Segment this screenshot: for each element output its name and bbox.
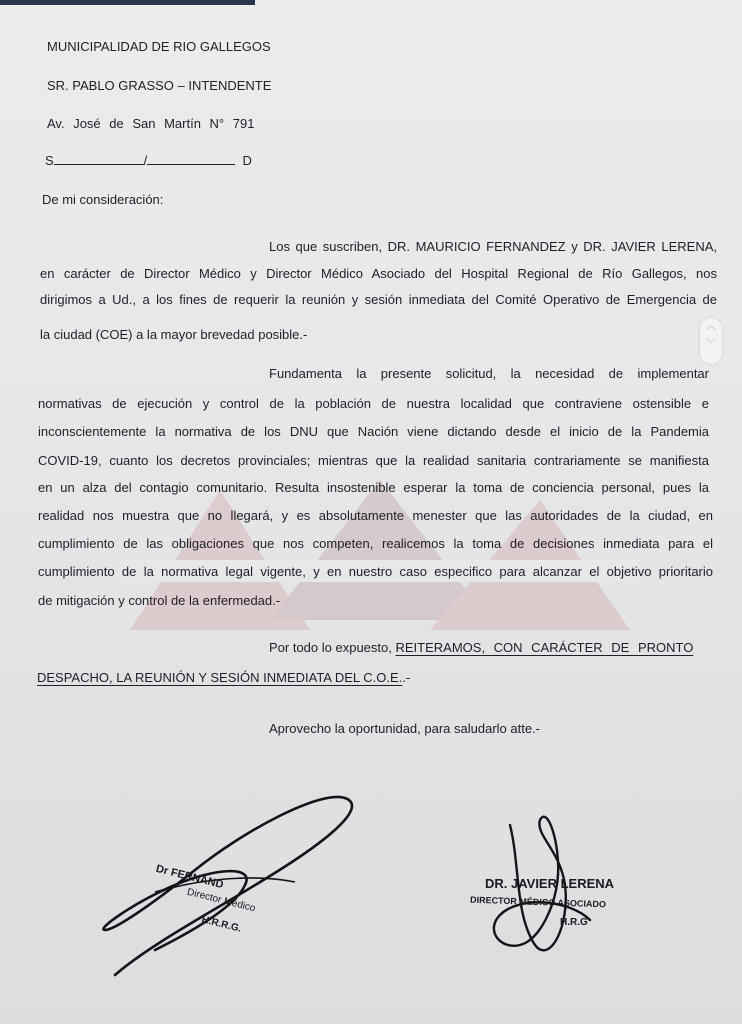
closing-line: Aprovecho la oportunidad, para saludarlo atte.- [269, 721, 541, 736]
sd-separator: / [143, 153, 148, 168]
paragraph2-line: cumplimiento de las obligaciones que nos competen, realicemos la toma de decisiones inmediata para el [38, 536, 713, 551]
paragraph3-end: .- [402, 670, 411, 685]
recipient-address: Av. José de San Martín N° 791 [47, 116, 255, 131]
salutation: De mi consideración: [42, 192, 164, 207]
paragraph3-line1 [269, 640, 693, 656]
paragraph2-line: COVID-19, cuanto los decretos provinciales; mientras que la realidad sanitaria contrariamente se manifiesta [38, 453, 709, 468]
recipient-sd-line [45, 153, 252, 169]
recipient-institution: MUNICIPALIDAD DE RIO GALLEGOS [47, 39, 271, 54]
signature-left-stamp-1: Dr FERNAND [154, 862, 225, 892]
paragraph2-line: normativas de ejecución y control de la población de nuestra localidad que contraviene ostensible e [38, 396, 709, 411]
paragraph3-emphasis-2: DESPACHO, LA REUNIÓN Y SESIÓN INMEDIATA DEL C.O.E. [37, 670, 403, 685]
chevron-down-icon[interactable]: ﹀ [706, 339, 716, 350]
scroll-control[interactable] [700, 318, 722, 364]
signature-right-stamp-2: DIRECTOR MÉDICO ASOCIADO [469, 894, 607, 910]
signature-right-stamp-3: H.R.G [560, 917, 588, 928]
paragraph2-line: inconscientemente la normativa de los DNU que Nación viene dictando desde el inicio de la Pandemia [38, 424, 709, 439]
blank-line [54, 164, 144, 165]
paragraph1-line: dirigimos a Ud., a los fines de requerir la reunión y sesión inmediata del Comité Operativo de Emergencia de [40, 292, 717, 307]
paragraph2-line: cumplimiento de la normativa legal vigente, y en nuestro caso especifico para alcanzar el objetivo prioritario [38, 564, 713, 579]
chevron-up-icon[interactable]: ︿ [706, 321, 716, 332]
signature-left-scribble [95, 790, 365, 990]
signature-right-stamp-1: DR. JAVIER LERENA [485, 876, 615, 891]
paragraph2-line: de mitigación y control de la enfermedad.- [38, 593, 281, 608]
sd-right-letter: D [242, 153, 252, 168]
paragraph3-intro: Por todo lo expuesto, [269, 640, 396, 655]
paragraph1-line: en carácter de Director Médico y Director Médico Asociado del Hospital Regional de Río Gallegos, nos [40, 266, 717, 281]
paragraph2-line: en un alza del contagio comunitario. Resulta insostenible esperar la toma de conciencia personal, pues la [38, 480, 709, 495]
paragraph2-line: Fundamenta la presente solicitud, la necesidad de implementar [269, 366, 709, 381]
top-edge-bar [0, 0, 255, 5]
signature-left-stamp-3: H.R.R.G. [200, 914, 243, 935]
paragraph3-line2 [37, 670, 410, 686]
blank-line [147, 164, 235, 165]
paragraph1-line: la ciudad (COE) a la mayor brevedad posible.- [40, 327, 308, 342]
paragraph2-line: realidad nos muestra que no llegará, y es absolutamente menester que las autoridades de la ciudad, en [38, 508, 713, 523]
paragraph1-line: Los que suscriben, DR. MAURICIO FERNANDEZ y DR. JAVIER LERENA, [269, 239, 717, 254]
paragraph3-emphasis-1: REITERAMOS, CON CARÁCTER DE PRONTO [395, 640, 694, 655]
recipient-name: SR. PABLO GRASSO – INTENDENTE [47, 78, 272, 93]
signature-left-stamp-2: Director Médico [185, 886, 257, 915]
sd-left-letter: S [45, 153, 54, 168]
